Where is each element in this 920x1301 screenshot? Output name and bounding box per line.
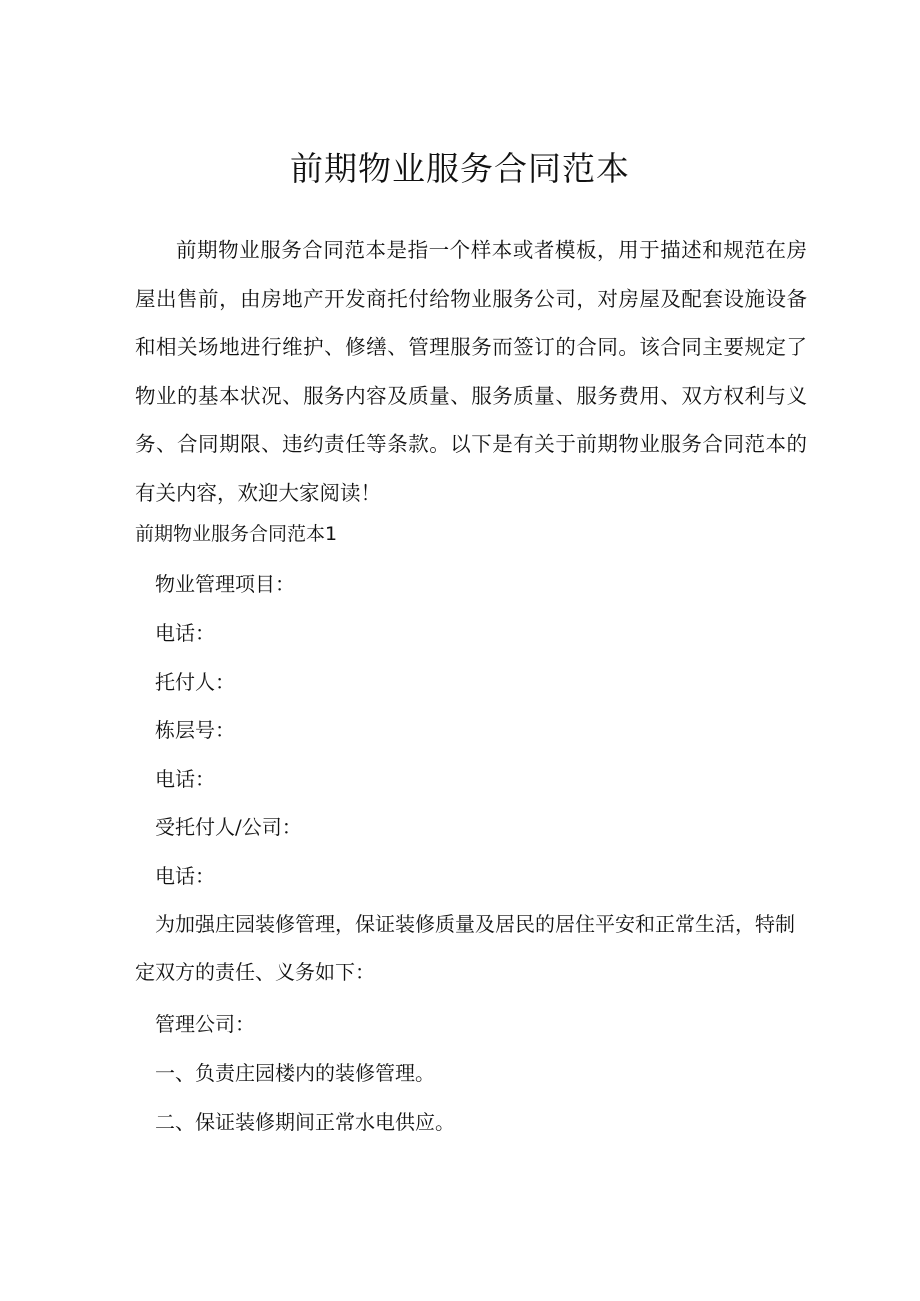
management-company-label: 管理公司：: [155, 1012, 255, 1036]
document-title: 前期物业服务合同范本: [290, 149, 630, 188]
clause-1: 一、负责庄园楼内的装修管理。: [155, 1061, 435, 1085]
clause-2: 二、保证装修期间正常水电供应。: [155, 1110, 455, 1134]
field-project: 物业管理项目：: [155, 572, 295, 596]
section-heading: 前期物业服务合同范本1: [135, 523, 338, 545]
purpose-paragraph: 为加强庄园装修管理，保证装修质量及居民的居住平安和正常生活，特制定双方的责任、义务如下：: [135, 912, 795, 984]
field-client: 托付人：: [155, 670, 235, 694]
field-building-floor: 栋层号：: [155, 718, 235, 742]
field-phone-1: 电话：: [155, 621, 215, 645]
field-phone-3: 电话：: [155, 864, 215, 888]
field-trustee: 受托付人/公司：: [155, 815, 302, 839]
intro-paragraph: 前期物业服务合同范本是指一个样本或者模板，用于描述和规范在房屋出售前，由房地产开发商托付给物业服务公司，对房屋及配套设施设备和相关场地进行维护、修缮、管理服务而签订的合同。该合同主要规定了物业的基本状况、服务内容及质量、服务质量、服务费用、双方权利与义务、合同期限、违约责任等条款。以下是有关于前期物业服务合同范本的有关内容，欢迎大家阅读！: [135, 238, 807, 505]
field-phone-2: 电话：: [155, 767, 215, 791]
